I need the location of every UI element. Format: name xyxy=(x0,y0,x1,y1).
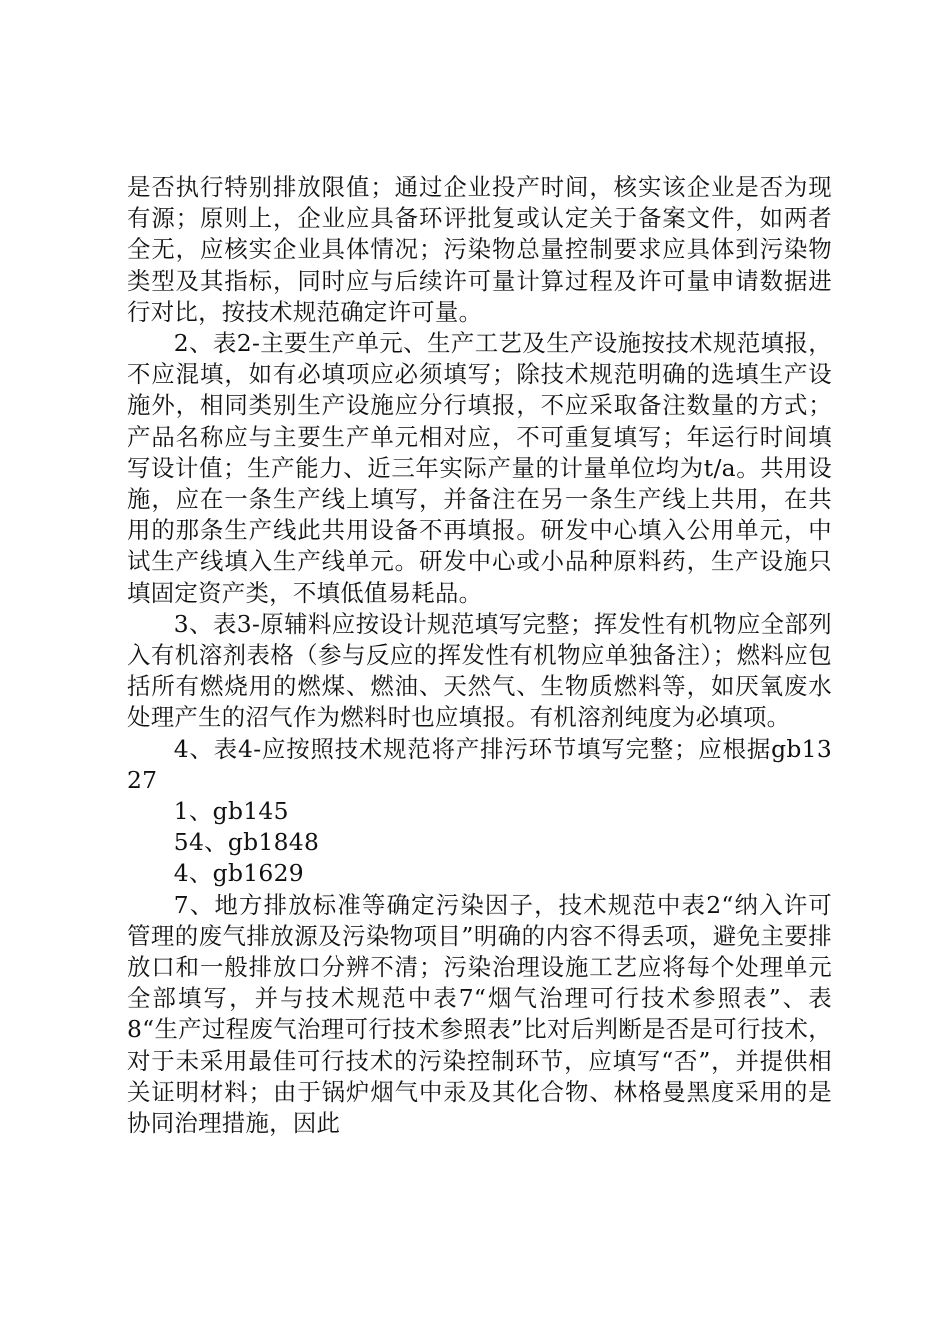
paragraph-2: 2、表2-主要生产单元、生产工艺及生产设施按技术规范填报，不应混填，如有必填项应必须填写；除技术规范明确的选填生产设施外，相同类别生产设施应分行填报，不应采取备注数量的方式；产品名称应与主要生产单元相对应，不可重复填写；年运行时间填写设计值；生产能力、近三年实际产量的计量单位均为t/a。共用设施，应在一条生产线上填写，并备注在另一条生产线上共用，在共用的那条生产线此共用设备不再填报。研发中心填入公用单元，中试生产线填入生产线单元。研发中心或小品种原料药，生产设施只填固定资产类，不填低值易耗品。 xyxy=(127,329,832,607)
paragraph-4: 4、表4-应按照技术规范将产排污环节填写完整；应根据gb1327 xyxy=(127,734,832,794)
paragraph-3: 3、表3-原辅料应按设计规范填写完整；挥发性有机物应全部列入有机溶剂表格（参与反应的挥发性有机物应单独备注）；燃料应包括所有燃烧用的燃煤、燃油、天然气、生物质燃料等，如厌氧废水处理产生的沼气作为燃料时也应填报。有机溶剂纯度为必填项。 xyxy=(127,609,832,732)
paragraph-7: 4、gb1629 xyxy=(173,859,304,888)
paragraph-1: 是否执行特别排放限值；通过企业投产时间，核实该企业是否为现有源；原则上，企业应具备环评批复或认定关于备案文件，如两者全无，应核实企业具体情况；污染物总量控制要求应具体到污染物类型及其指标，同时应与后续许可量计算过程及许可量申请数据进行对比，按技术规范确定许可量。 xyxy=(127,173,832,326)
paragraph-6: 54、gb1848 xyxy=(173,828,320,857)
paragraph-5: 1、gb145 xyxy=(173,797,289,826)
document-body xyxy=(127,172,832,1139)
paragraph-8: 7、地方排放标准等确定污染因子，技术规范中表2“纳入许可管理的废气排放源及污染物项目”明确的内容不得丢项，避免主要排放口和一般排放口分辨不清；污染治理设施工艺应将每个处理单元全部填写，并与技术规范中表7“烟气治理可行技术参照表”、表8“生产过程废气治理可行技术参照表”比对后判断是否是可行技术，对于未采用最佳可行技术的污染控制环节，应填写“否”，并提供相关证明材料；由于锅炉烟气中汞及其化合物、林格曼黑度采用的是协同治理措施，因此 xyxy=(127,890,832,1138)
